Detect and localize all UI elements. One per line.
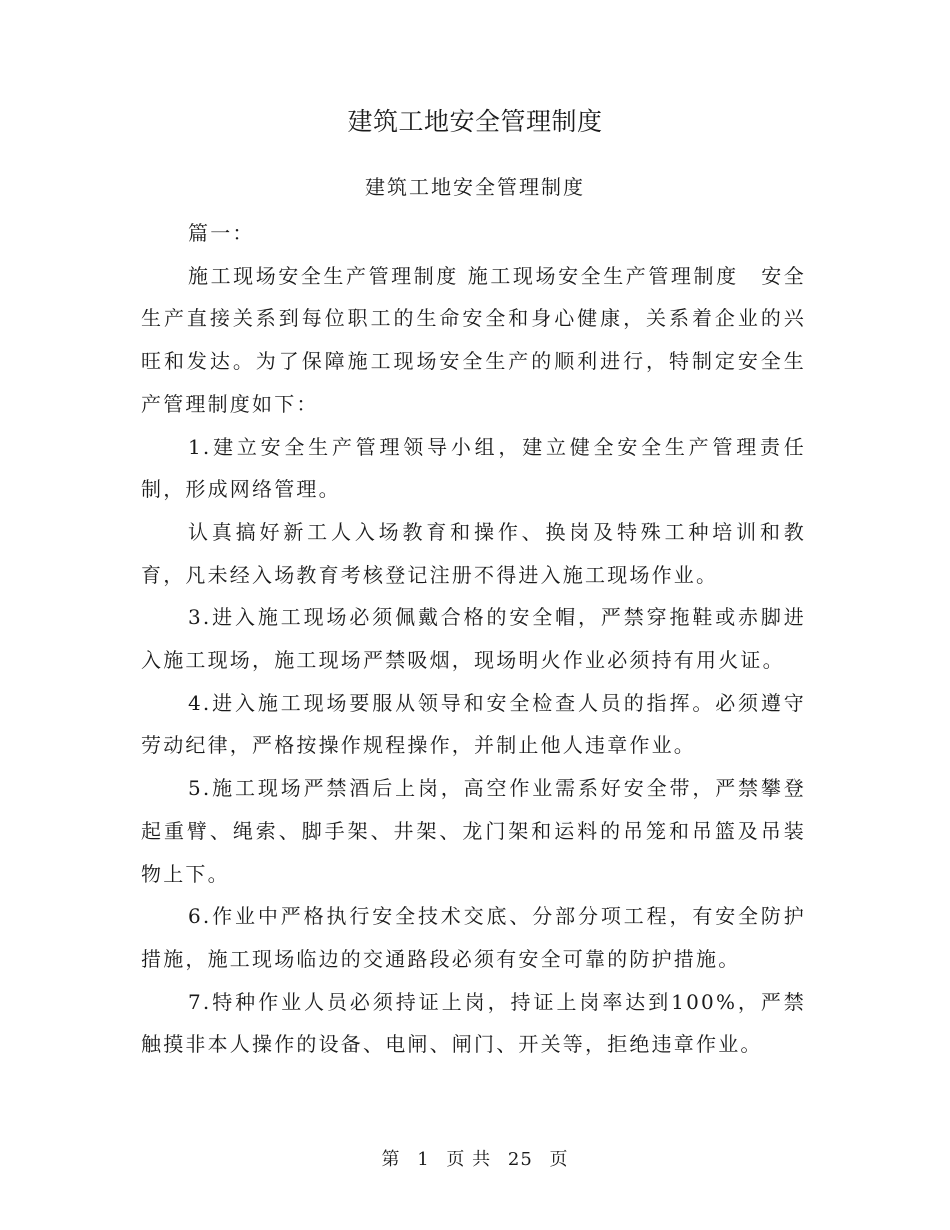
paragraph-section-heading: 篇一： bbox=[188, 221, 255, 245]
paragraph-rule-2: 认真搞好新工人入场教育和操作、换岗及特殊工种培训和教育，凡未经入场教育考核登记注册不得进入施工现场作业。 bbox=[141, 519, 806, 587]
paragraph-rule-7: 7.特种作业人员必须持证上岗，持证上岗率达到100%，严禁触摸非本人操作的设备、电闸、闸门、开关等，拒绝违章作业。 bbox=[141, 989, 806, 1057]
paragraph-rule-4: 4.进入施工现场要服从领导和安全检查人员的指挥。必须遵守劳动纪律，严格按操作规程操作，并制止他人违章作业。 bbox=[141, 690, 806, 758]
footer-page-mid: 页 共 bbox=[446, 1149, 492, 1170]
document-body bbox=[141, 212, 806, 1066]
paragraph-intro: 施工现场安全生产管理制度 施工现场安全生产管理制度 安全生产直接关系到每位职工的生命安全和身心健康，关系着企业的兴旺和发达。为了保障施工现场安全生产的顺利进行，特制定安全生产管理制度如下： bbox=[141, 263, 806, 416]
paragraph-rule-5: 5.施工现场严禁酒后上岗，高空作业需系好安全带，严禁攀登起重臂、绳索、脚手架、井架、龙门架和运料的吊笼和吊篮及吊装物上下。 bbox=[141, 776, 806, 886]
page-footer bbox=[0, 1146, 950, 1174]
document-title: 建筑工地安全管理制度 bbox=[347, 107, 603, 136]
footer-page-suffix: 页 bbox=[549, 1149, 569, 1170]
footer-current-page: 1 bbox=[417, 1149, 430, 1170]
footer-page-prefix: 第 bbox=[381, 1149, 401, 1170]
footer-total-pages: 25 bbox=[507, 1149, 533, 1170]
paragraph-rule-1: 1.建立安全生产管理领导小组，建立健全安全生产管理责任制，形成网络管理。 bbox=[141, 434, 806, 502]
paragraph-rule-6: 6.作业中严格执行安全技术交底、分部分项工程，有安全防护措施，施工现场临边的交通路段必须有安全可靠的防护措施。 bbox=[141, 904, 806, 971]
paragraph-rule-3: 3.进入施工现场必须佩戴合格的安全帽，严禁穿拖鞋或赤脚进入施工现场，施工现场严禁吸烟，现场明火作业必须持有用火证。 bbox=[141, 605, 806, 673]
document-subtitle: 建筑工地安全管理制度 bbox=[365, 175, 585, 199]
